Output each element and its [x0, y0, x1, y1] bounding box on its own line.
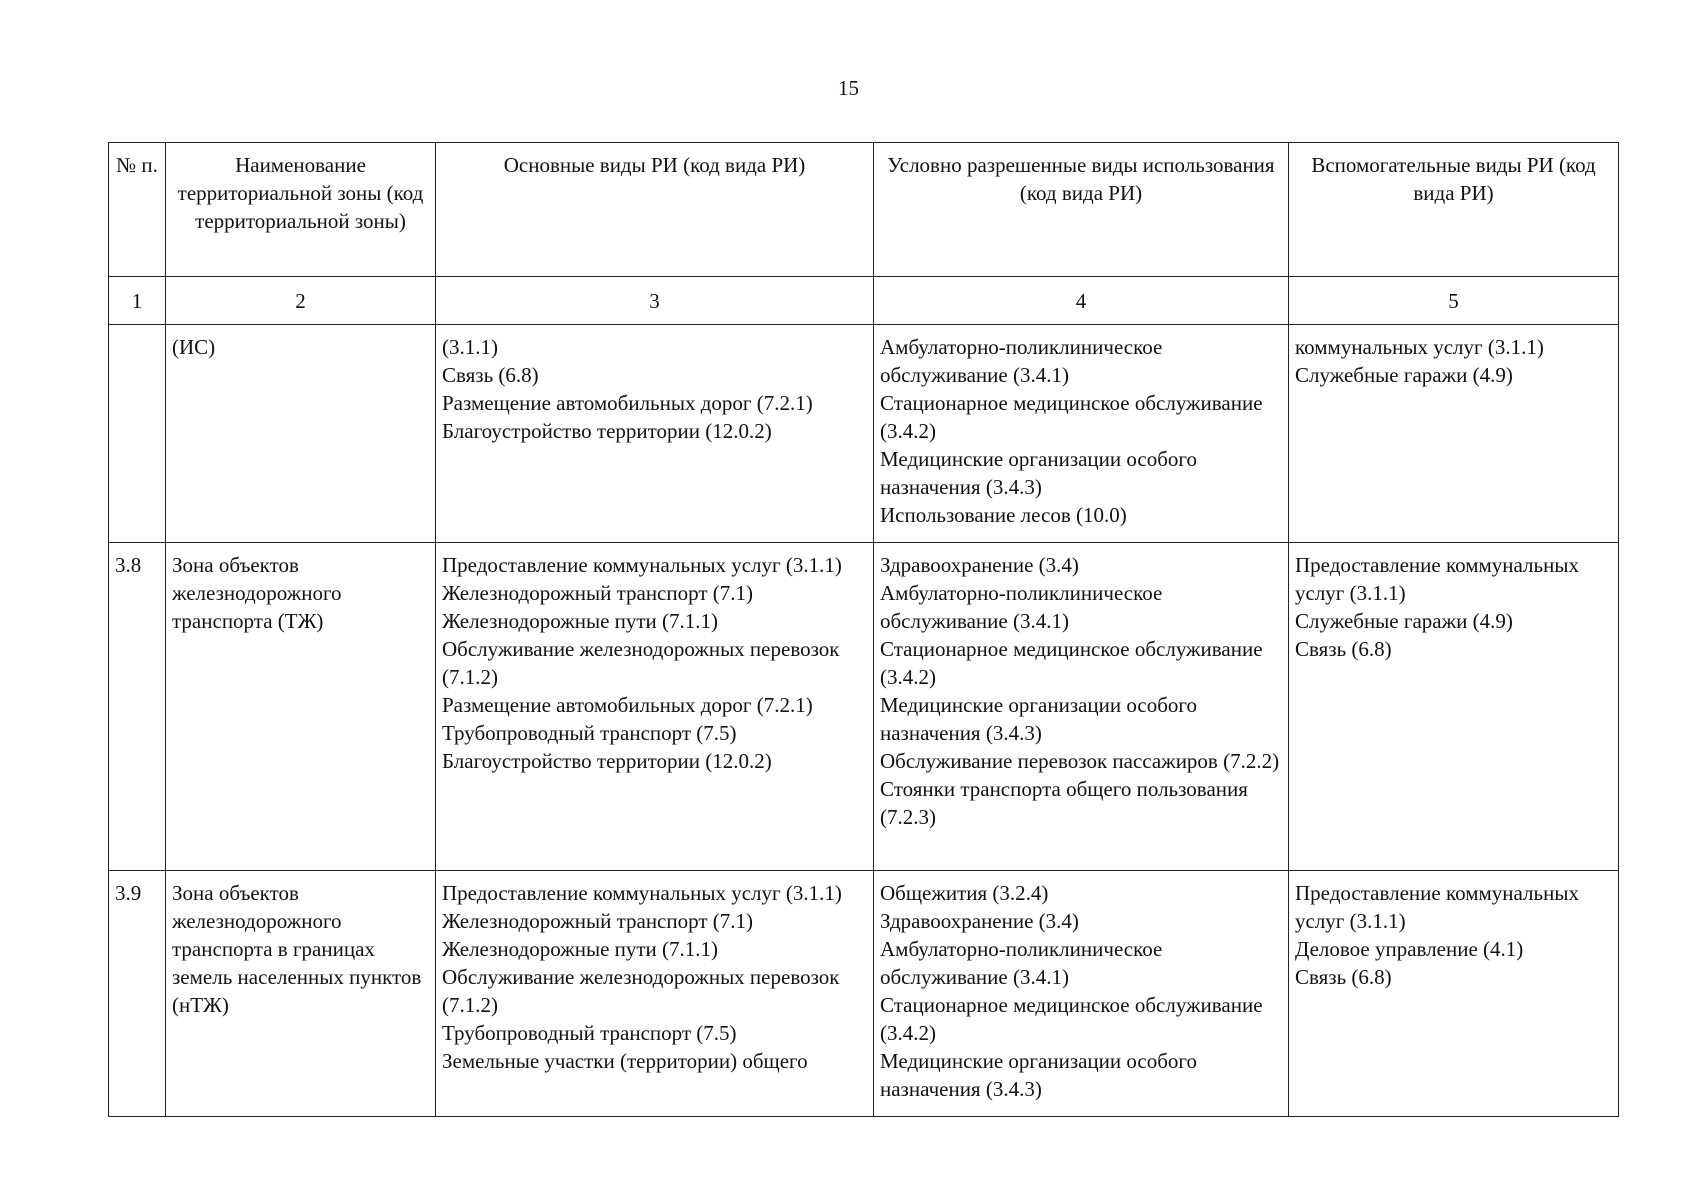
list-item: Размещение автомобильных дорог (7.2.1)	[442, 693, 813, 717]
conditional-uses-cell	[874, 543, 1289, 871]
land-use-table	[108, 142, 1619, 1117]
list-item: Предоставление коммунальных услуг (3.1.1)	[442, 553, 842, 577]
list-item: Стационарное медицинское обслуживание (3.4.2)	[880, 637, 1263, 689]
table-row	[109, 543, 1619, 871]
zone-name-cell	[166, 325, 436, 543]
list-item: Служебные гаражи (4.9)	[1295, 609, 1513, 633]
list-item: Предоставление коммунальных услуг (3.1.1)	[1295, 553, 1579, 605]
table-row	[109, 325, 1619, 543]
list-item: Использование лесов (10.0)	[880, 503, 1127, 527]
list-item: Амбулаторно-поликлиническое обслуживание (3.4.1)	[880, 937, 1163, 989]
column-number-row	[109, 277, 1619, 325]
zone-name-cell	[166, 543, 436, 871]
header-main-uses: Основные виды РИ (код вида РИ)	[436, 143, 874, 277]
row-number: 3.9	[109, 871, 166, 1117]
list-item: Размещение автомобильных дорог (7.2.1)	[442, 391, 813, 415]
column-number-2: 2	[166, 277, 436, 325]
list-item: Деловое управление (4.1)	[1295, 937, 1524, 961]
list-item: Железнодорожный транспорт (7.1)	[442, 909, 754, 933]
header-number: № п.	[109, 143, 166, 277]
list-item: Стоянки транспорта общего пользования (7.2.3)	[880, 777, 1248, 829]
list-item: Благоустройство территории (12.0.2)	[442, 749, 772, 773]
list-item: Земельные участки (территории) общего	[442, 1049, 808, 1073]
auxiliary-uses-cell	[1289, 543, 1619, 871]
list-item: Обслуживание железнодорожных перевозок (7.1.2)	[442, 965, 840, 1017]
main-uses-cell	[436, 871, 874, 1117]
list-item: Медицинские организации особого назначения (3.4.3)	[880, 693, 1198, 745]
list-item: Трубопроводный транспорт (7.5)	[442, 1021, 737, 1045]
column-number-1: 1	[109, 277, 166, 325]
list-item: Обслуживание перевозок пассажиров (7.2.2)	[880, 749, 1280, 773]
list-item: коммунальных услуг (3.1.1)	[1295, 335, 1544, 359]
auxiliary-uses-cell	[1289, 871, 1619, 1117]
row-number	[109, 325, 166, 543]
row-number: 3.8	[109, 543, 166, 871]
list-item: Стационарное медицинское обслуживание (3.4.2)	[880, 391, 1263, 443]
header-auxiliary-uses: Вспомогательные виды РИ (код вида РИ)	[1289, 143, 1619, 277]
list-item: Медицинские организации особого назначения (3.4.3)	[880, 447, 1198, 499]
list-item: Трубопроводный транспорт (7.5)	[442, 721, 737, 745]
list-item: Здравоохранение (3.4)	[880, 553, 1079, 577]
table-row	[109, 871, 1619, 1117]
list-item: Связь (6.8)	[442, 363, 539, 387]
list-item: Здравоохранение (3.4)	[880, 909, 1079, 933]
list-item: (3.1.1)	[442, 335, 498, 359]
list-item: Железнодорожный транспорт (7.1)	[442, 581, 754, 605]
list-item: Амбулаторно-поликлиническое обслуживание (3.4.1)	[880, 335, 1163, 387]
list-item: Амбулаторно-поликлиническое обслуживание (3.4.1)	[880, 581, 1163, 633]
list-item: Стационарное медицинское обслуживание (3.4.2)	[880, 993, 1263, 1045]
column-number-4: 4	[874, 277, 1289, 325]
list-item: Благоустройство территории (12.0.2)	[442, 419, 772, 443]
list-item: Служебные гаражи (4.9)	[1295, 363, 1513, 387]
zone-name-cell	[166, 871, 436, 1117]
list-item: Предоставление коммунальных услуг (3.1.1)	[442, 881, 842, 905]
column-number-3: 3	[436, 277, 874, 325]
header-conditional-uses: Условно разрешенные виды использования (код вида РИ)	[874, 143, 1289, 277]
list-item: Связь (6.8)	[1295, 965, 1392, 989]
column-number-5: 5	[1289, 277, 1619, 325]
header-zone-name: Наименование территориальной зоны (код территориальной зоны)	[166, 143, 436, 277]
list-item: (ИС)	[172, 335, 216, 359]
page-number: 15	[838, 76, 859, 100]
table-header-row	[109, 143, 1619, 277]
list-item: Железнодорожные пути (7.1.1)	[442, 609, 719, 633]
auxiliary-uses-cell	[1289, 325, 1619, 543]
conditional-uses-cell	[874, 871, 1289, 1117]
list-item: Зона объектов железнодорожного транспорта в границах земель населенных пунктов (нТЖ)	[172, 881, 422, 1017]
list-item: Железнодорожные пути (7.1.1)	[442, 937, 719, 961]
list-item: Связь (6.8)	[1295, 637, 1392, 661]
main-uses-cell	[436, 543, 874, 871]
list-item: Общежития (3.2.4)	[880, 881, 1049, 905]
list-item: Зона объектов железнодорожного транспорта (ТЖ)	[172, 553, 342, 633]
list-item: Медицинские организации особого назначения (3.4.3)	[880, 1049, 1198, 1101]
list-item: Обслуживание железнодорожных перевозок (7.1.2)	[442, 637, 840, 689]
main-uses-cell	[436, 325, 874, 543]
list-item: Предоставление коммунальных услуг (3.1.1)	[1295, 881, 1579, 933]
conditional-uses-cell	[874, 325, 1289, 543]
